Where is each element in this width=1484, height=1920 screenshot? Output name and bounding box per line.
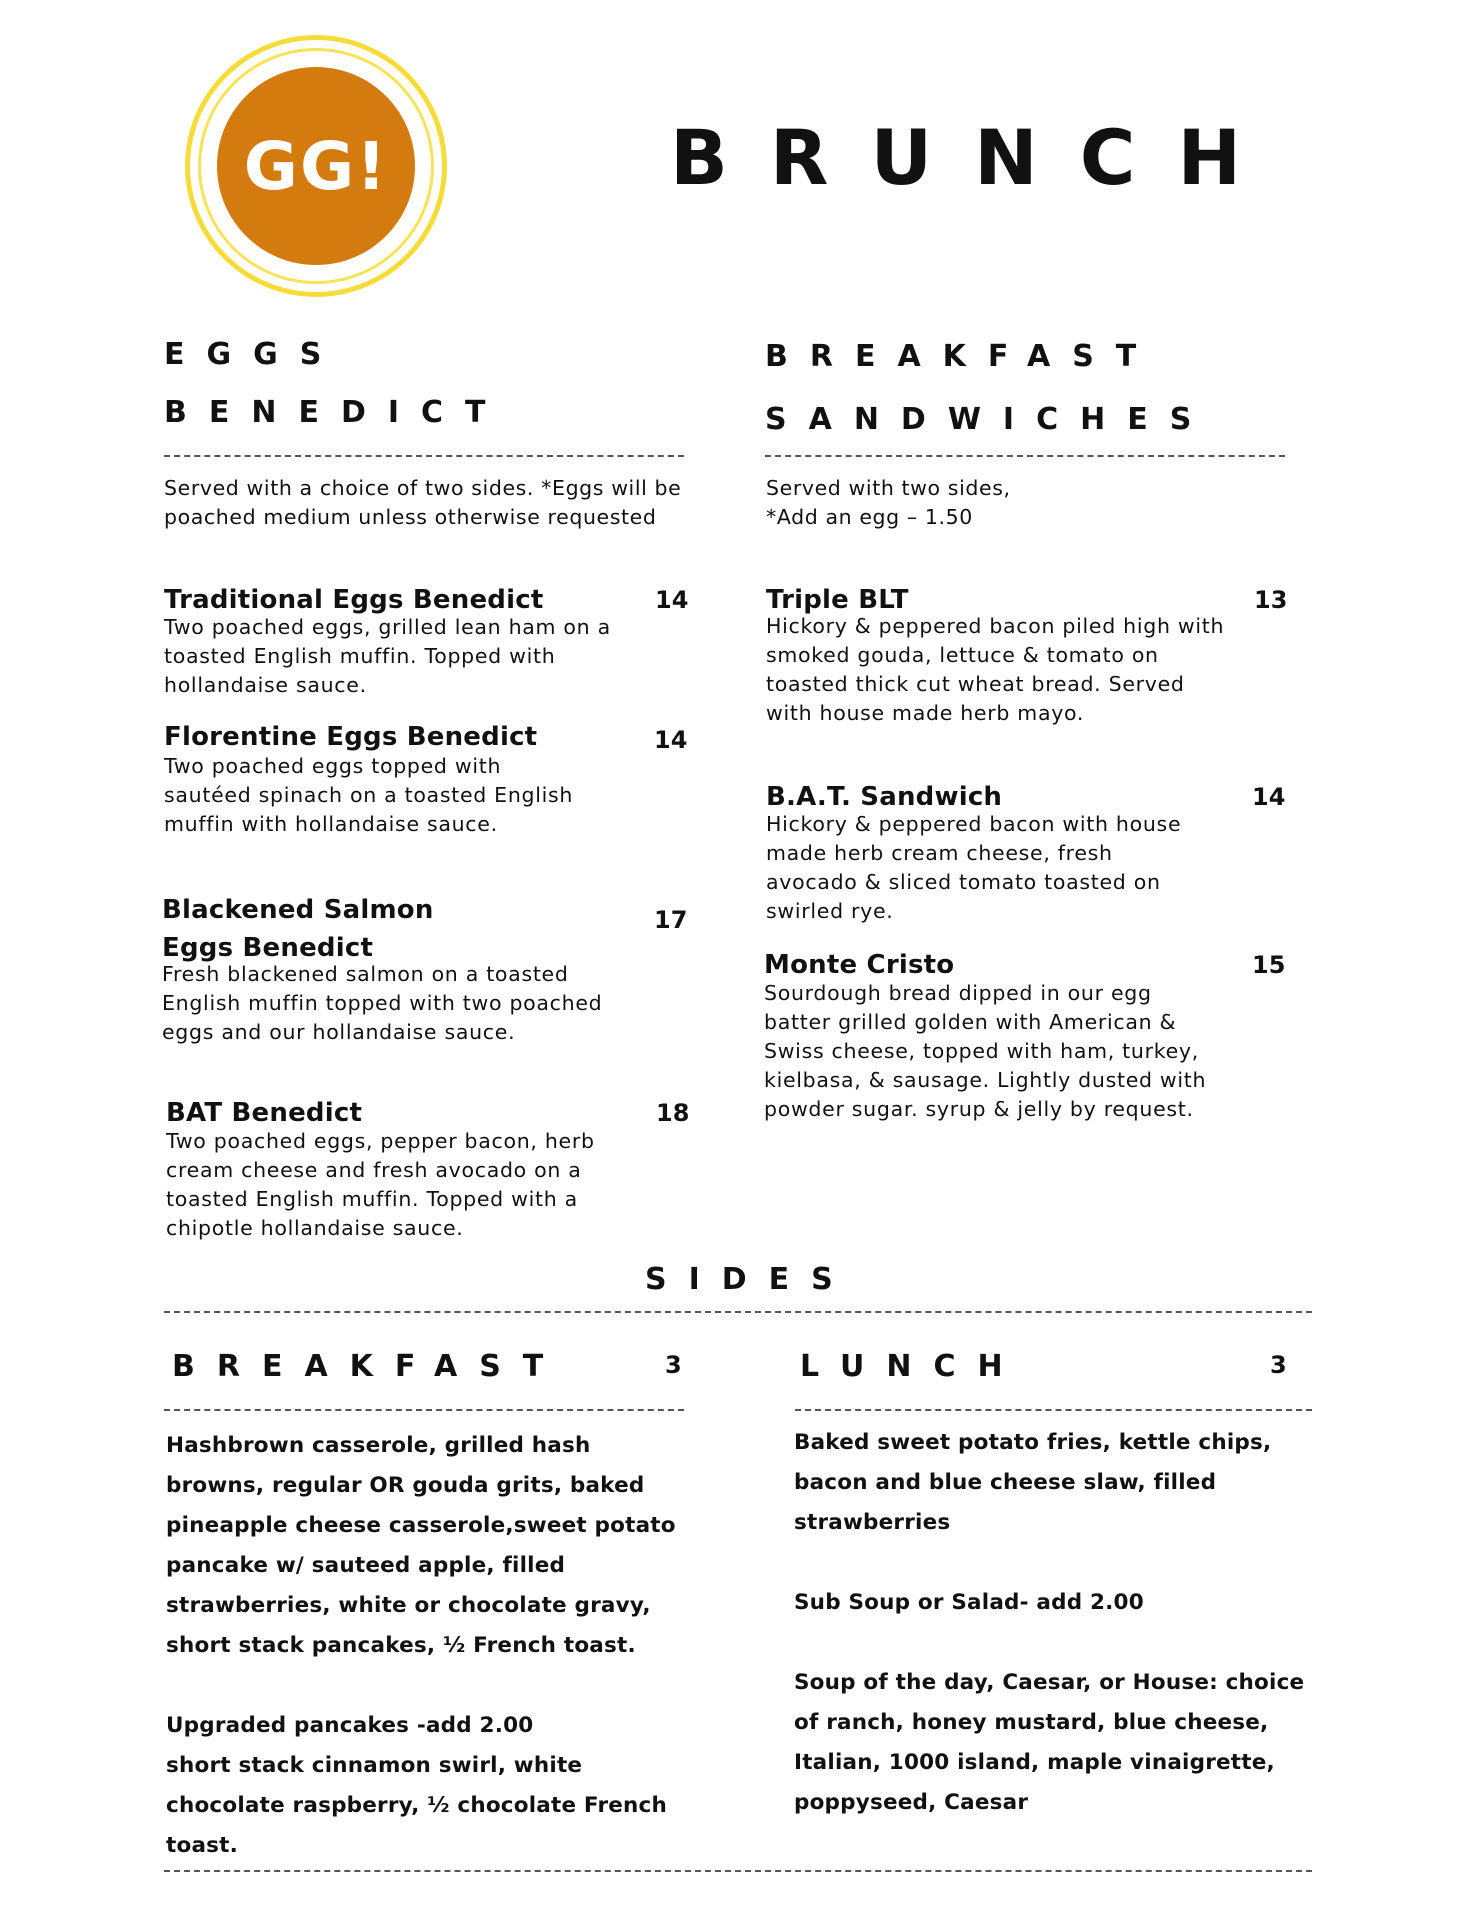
page-title: BRUNCH	[670, 113, 1284, 202]
sides-lunch-text: Baked sweet potato fries, kettle chips, bacon and blue cheese slaw, filled strawberries Sub Soup or Salad- add 2.00 Soup of the day, Caesar, or House: choice of ranch, honey mustard, blue cheese, Italian, 1000 island, maple vinaigrette, poppyseed, Caesar	[794, 1430, 1305, 1815]
menu-item-name: Traditional Eggs Benedict	[164, 585, 544, 615]
divider	[765, 455, 1285, 457]
menu-item-price: 15	[1252, 951, 1286, 979]
menu-item-name: Florentine Eggs Benedict	[164, 722, 538, 752]
logo: GG!	[217, 67, 415, 265]
sandwiches-note-line1: Served with two sides,	[766, 476, 1011, 500]
menu-item-desc: Hickory & peppered bacon with house made herb cream cheese, fresh avocado & sliced tomato toasted on swirled rye.	[766, 812, 1182, 923]
sides-heading: SIDES	[645, 1262, 855, 1297]
menu-item-desc: Sourdough bread dipped in our egg batter grilled golden with American & Swiss cheese, topped with ham, turkey, kielbasa, & sausage. Lightly dusted with powder sugar. syrup & jelly by request.	[764, 981, 1207, 1121]
sides-breakfast-heading: BREAKFAST	[172, 1349, 566, 1384]
menu-item-name: Monte Cristo	[764, 950, 955, 980]
sides-breakfast-text: Hashbrown casserole, grilled hash browns, regular OR gouda grits, baked pineapple cheese casserole,sweet potato pancake w/ sauteed apple, filled strawberries, white or chocolate gravy, short stack pancakes, ½ French toast. Upgraded pancakes -add 2.00 short stack cinnamon swirl, white chocolate raspberry, ½ chocolate French toast.	[166, 1433, 676, 1858]
menu-item-name: Triple BLT	[766, 585, 909, 615]
sides-lunch-price: 3	[1270, 1351, 1287, 1379]
menu-item-price: 17	[654, 906, 688, 934]
menu-item-name: BAT Benedict	[166, 1098, 363, 1128]
divider	[164, 1870, 1312, 1872]
sandwiches-heading-line1: BREAKFAST	[765, 339, 1159, 374]
divider	[795, 1409, 1312, 1411]
menu-item-desc: Two poached eggs topped with sautéed spinach on a toasted English muffin with hollandaise sauce.	[164, 754, 574, 836]
menu-item-price: 13	[1254, 586, 1288, 614]
eggs-note: Served with a choice of two sides. *Eggs will be poached medium unless otherwise requested	[164, 476, 682, 529]
divider	[164, 1409, 684, 1411]
menu-item-desc: Fresh blackened salmon on a toasted English muffin topped with two poached eggs and our hollandaise sauce.	[162, 962, 603, 1044]
sandwiches-heading-line2: SANDWICHES	[765, 402, 1214, 437]
menu-item-desc: Two poached eggs, pepper bacon, herb cream cheese and fresh avocado on a toasted English muffin. Topped with a chipotle hollandaise sauce.	[166, 1129, 595, 1240]
divider	[164, 1311, 1312, 1313]
divider	[164, 455, 684, 457]
sides-breakfast-price: 3	[665, 1351, 682, 1379]
menu-item-price: 14	[654, 726, 688, 754]
menu-item-price: 14	[1252, 783, 1286, 811]
menu-item-desc: Two poached eggs, grilled lean ham on a toasted English muffin. Topped with hollandaise sauce.	[164, 615, 611, 697]
menu-item-price: 18	[656, 1099, 690, 1127]
eggs-heading-line1: EGGS	[164, 337, 344, 372]
menu-item-price: 14	[655, 586, 689, 614]
eggs-heading-line2: BENEDICT	[164, 395, 508, 430]
sides-lunch-heading: LUNCH	[800, 1349, 1025, 1384]
sandwiches-note-line2: *Add an egg – 1.50	[766, 505, 973, 529]
menu-item-name: B.A.T. Sandwich	[766, 782, 1003, 812]
menu-item-desc: Hickory & peppered bacon piled high with smoked gouda, lettuce & tomato on toasted thick cut wheat bread. Served with house made herb mayo.	[766, 614, 1225, 725]
menu-item-name: Blackened Salmon Eggs Benedict	[162, 895, 434, 963]
